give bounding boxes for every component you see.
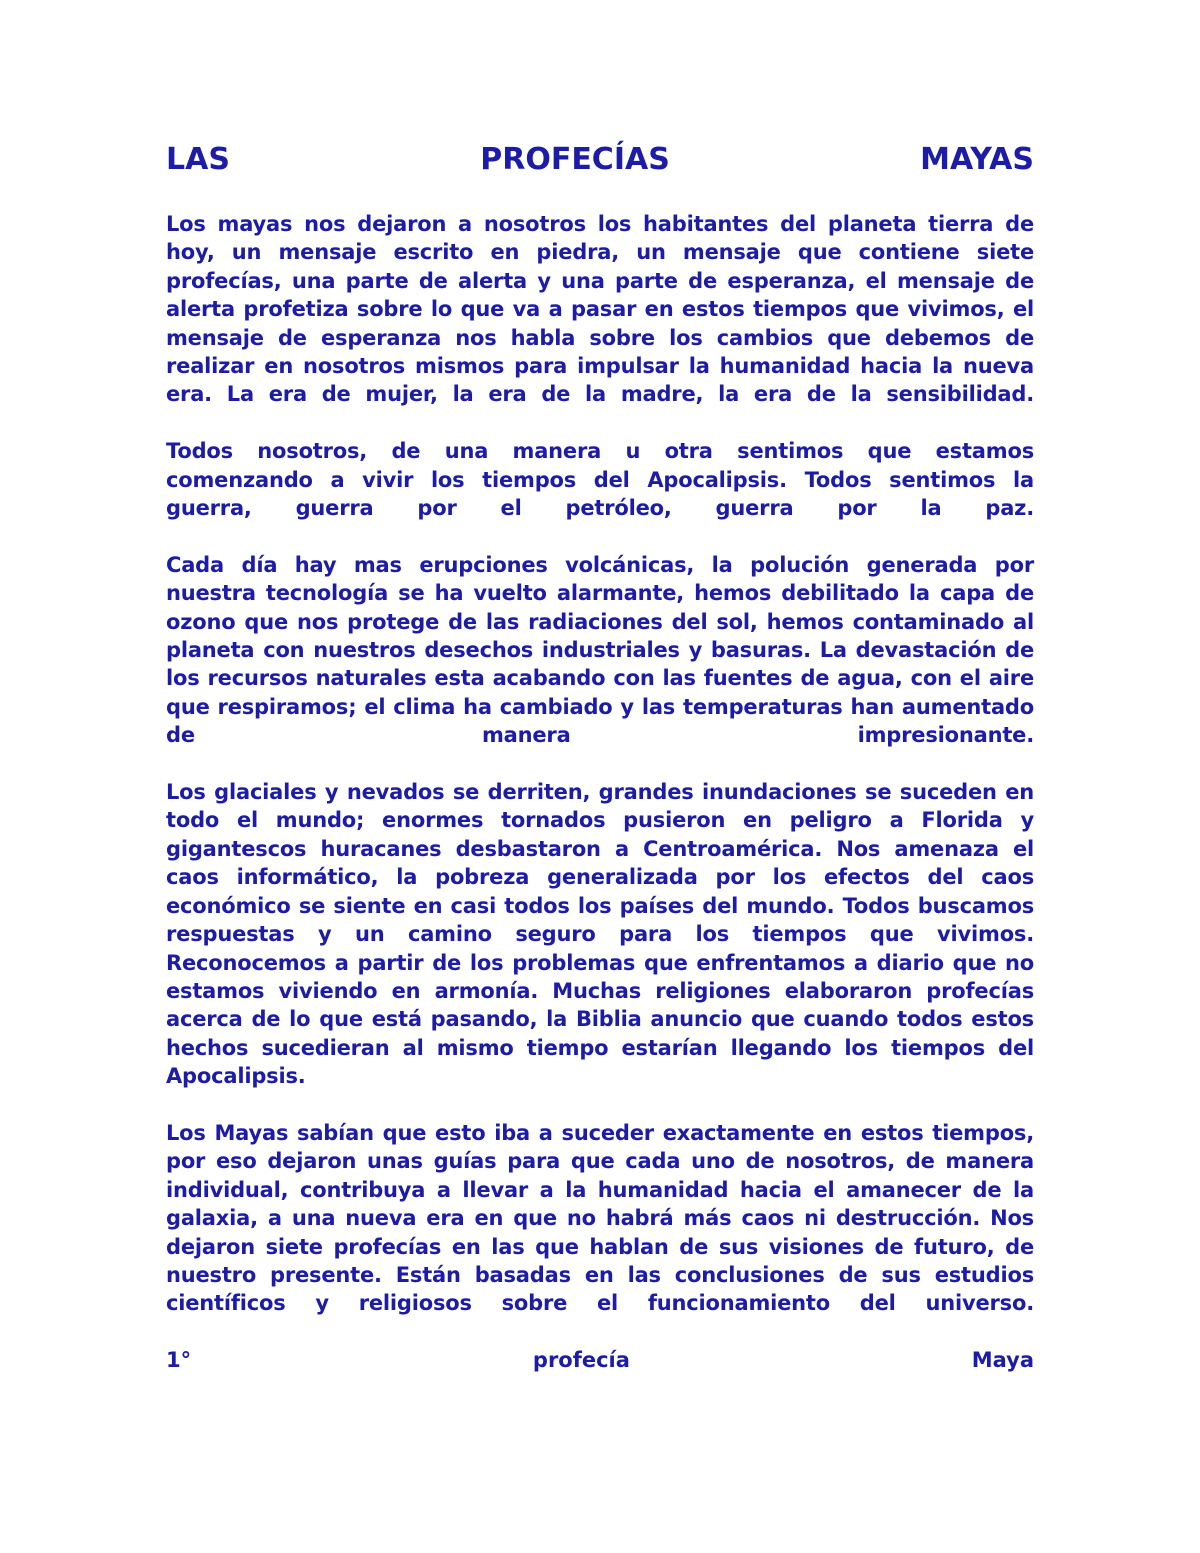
document-body (166, 210, 1034, 1318)
section-heading (166, 1346, 1034, 1374)
title-word: LAS (166, 142, 230, 177)
text-line: Cada día hay mas erupciones volcánicas, la polución generada por (166, 552, 1034, 577)
text-line: profecías, una parte de alerta y una parte de esperanza, el mensaje de (166, 268, 1034, 293)
paragraph (166, 1119, 1034, 1318)
heading-word: Maya (971, 1348, 1034, 1373)
text-line: Todos nosotros, de una manera u otra sentimos que estamos (166, 439, 1034, 464)
text-line: guerra, guerra por el petróleo, guerra por la paz. (166, 496, 1034, 521)
heading-word: profecía (532, 1348, 630, 1373)
text-line: nuestro presente. Están basadas en las conclusiones de sus estudios (166, 1262, 1034, 1287)
text-line: caos informático, la pobreza generalizada por los efectos del caos (166, 865, 1034, 890)
text-line: hoy, un mensaje escrito en piedra, un mensaje que contiene siete (166, 240, 1034, 265)
text-line: que respiramos; el clima ha cambiado y las temperaturas han aumentado (166, 694, 1034, 719)
text-line: por eso dejaron unas guías para que cada uno de nosotros, de manera (166, 1149, 1034, 1174)
text-line: nuestra tecnología se ha vuelto alarmante, hemos debilitado la capa de (166, 581, 1034, 606)
text-line: científicos y religiosos sobre el funcionamiento del universo. (166, 1291, 1034, 1316)
text-line: realizar en nosotros mismos para impulsar la humanidad hacia la nueva (166, 354, 1034, 379)
text-line: hechos sucedieran al mismo tiempo estarían llegando los tiempos del (166, 1035, 1034, 1060)
text-line: estamos viviendo en armonía. Muchas religiones elaboraron profecías (166, 978, 1034, 1003)
text-line: gigantescos huracanes desbastaron a Centroamérica. Nos amenaza el (166, 836, 1034, 861)
paragraph (166, 778, 1034, 1090)
paragraph (166, 551, 1034, 750)
text-line: de manera impresionante. (166, 723, 1034, 748)
text-line: planeta con nuestros desechos industriales y basuras. La devastación de (166, 638, 1034, 663)
text-line: Reconocemos a partir de los problemas que enfrentamos a diario que no (166, 950, 1034, 975)
document-page (166, 140, 1034, 1375)
text-line: todo el mundo; enormes tornados pusieron en peligro a Florida y (166, 808, 1034, 833)
text-line: económico se siente en casi todos los países del mundo. Todos buscamos (166, 893, 1034, 918)
text-line: ozono que nos protege de las radiaciones del sol, hemos contaminado al (166, 609, 1034, 634)
text-line: comenzando a vivir los tiempos del Apocalipsis. Todos sentimos la (166, 467, 1034, 492)
text-line: acerca de lo que está pasando, la Biblia anuncio que cuando todos estos (166, 1007, 1034, 1032)
text-line: Los Mayas sabían que esto iba a suceder exactamente en estos tiempos, (166, 1120, 1034, 1145)
document-title (166, 140, 1034, 180)
heading-word: 1° (166, 1348, 192, 1373)
text-line: Los mayas nos dejaron a nosotros los habitantes del planeta tierra de (166, 212, 1034, 236)
text-line: era. La era de mujer, la era de la madre, la era de la sensibilidad. (166, 382, 1034, 407)
text-line: Apocalipsis. (166, 1064, 306, 1089)
text-line: respuestas y un camino seguro para los tiempos que vivimos. (166, 922, 1034, 947)
paragraph (166, 210, 1034, 409)
text-line: individual, contribuya a llevar a la humanidad hacia el amanecer de la (166, 1177, 1034, 1202)
title-word: PROFECÍAS (480, 142, 670, 177)
text-line: dejaron siete profecías en las que hablan de sus visiones de futuro, de (166, 1234, 1034, 1259)
text-line: mensaje de esperanza nos habla sobre los cambios que debemos de (166, 325, 1034, 350)
title-word: MAYAS (920, 142, 1034, 177)
text-line: los recursos naturales esta acabando con las fuentes de agua, con el aire (166, 666, 1034, 691)
paragraph (166, 437, 1034, 522)
text-line: galaxia, a una nueva era en que no habrá más caos ni destrucción. Nos (166, 1206, 1034, 1231)
text-line: Los glaciales y nevados se derriten, grandes inundaciones se suceden en (166, 780, 1034, 805)
text-line: alerta profetiza sobre lo que va a pasar en estos tiempos que vivimos, el (166, 297, 1034, 322)
